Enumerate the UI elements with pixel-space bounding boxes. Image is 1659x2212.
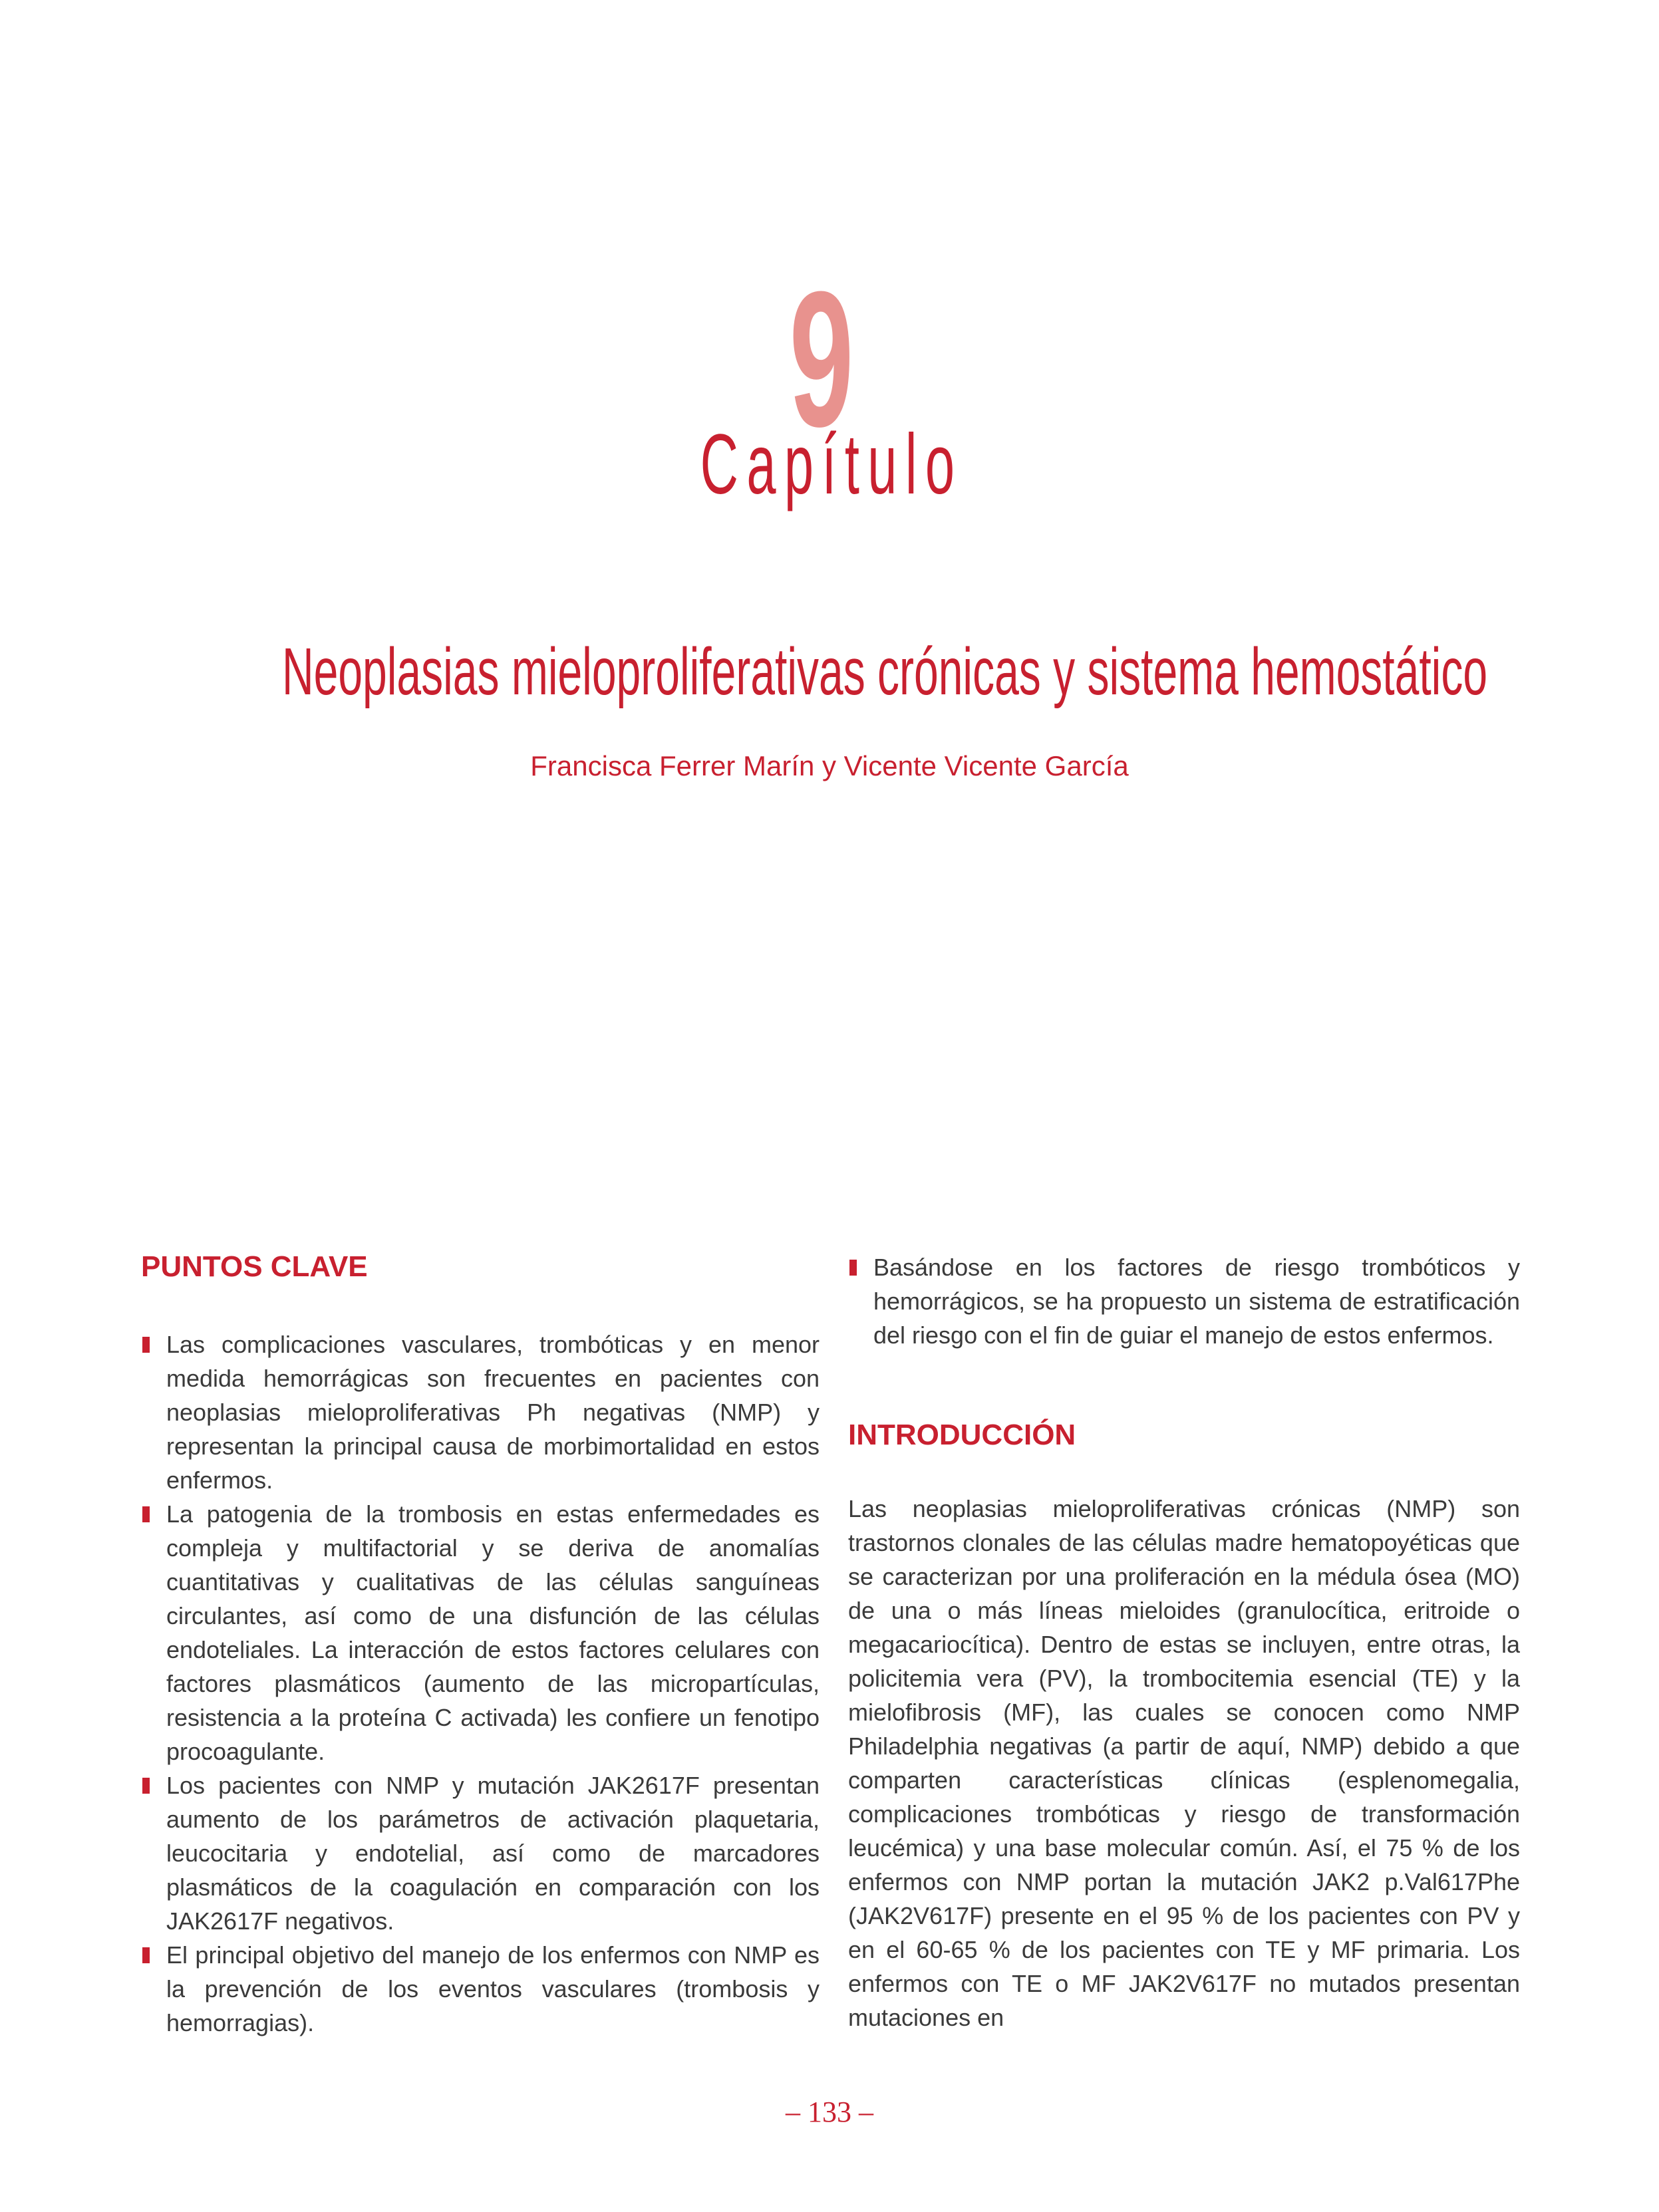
bullet-marker-icon <box>142 1778 150 1794</box>
page-number: – 133 – <box>786 2096 873 2128</box>
key-point-item <box>141 1497 820 1768</box>
chapter-label: Capítulo <box>700 417 963 512</box>
bullet-marker-icon <box>142 1947 150 1963</box>
key-point-text: El principal objetivo del manejo de los enfermos con NMP es la prevención de los eventos vasculares (trombosis y hemorragias). <box>166 1941 820 2036</box>
bullet-marker-icon <box>142 1337 150 1353</box>
key-points-list-continued <box>848 1250 1520 1352</box>
bullet-marker-icon <box>849 1260 857 1276</box>
key-points-list <box>141 1327 820 2040</box>
key-point-text: Los pacientes con NMP y mutación JAK2617F presentan aumento de los parámetros de activación plaquetaria, leucocitaria y endotelial, así como de marcadores plasmáticos de la coagulación en comparación con los JAK2617F negativos. <box>166 1772 820 1935</box>
key-point-item <box>141 1938 820 2040</box>
introduction-heading: INTRODUCCIÓN <box>848 1419 1076 1451</box>
left-column <box>141 1250 820 2040</box>
key-point-item <box>848 1250 1520 1352</box>
key-points-heading: PUNTOS CLAVE <box>141 1250 368 1283</box>
key-point-item <box>141 1768 820 1938</box>
chapter-title: Neoplasias mieloproliferativas crónicas y sistema hemostático <box>281 634 1488 709</box>
key-point-item <box>141 1327 820 1497</box>
bullet-marker-icon <box>142 1506 150 1522</box>
key-point-text: La patogenia de la trombosis en estas enfermedades es compleja y multifactorial y se deriva de anomalías cuantitativas y cualitativas de las células sanguíneas circulantes, así como de una disfunción de las células endoteliales. La interacción de estos factores celulares con factores plasmáticos (aumento de las micropartículas, resistencia a la proteína C activada) les confiere un fenotipo procoagulante. <box>166 1500 820 1765</box>
key-point-text: Basándose en los factores de riesgo trombóticos y hemorrágicos, se ha propuesto un sistema de estratificación del riesgo con el fin de guiar el manejo de estos enfermos. <box>873 1254 1520 1349</box>
chapter-authors: Francisca Ferrer Marín y Vicente Vicente García <box>530 750 1129 781</box>
introduction-paragraph: Las neoplasias mieloproliferativas crónicas (NMP) son trastornos clonales de las células madre hematopoyéticas que se caracterizan por una proliferación en la médula ósea (MO) de una o más líneas mieloides (granulocítica, eritroide o megacariocítica). Dentro de estas se incluyen, entre otras, la policitemia vera (PV), la trombocitemia esencial (TE) y la mielofibrosis (MF), las cuales se conocen como NMP Philadelphia negativas (a partir de aquí, NMP) debido a que comparten características clínicas (esplenomegalia, complicaciones trombóticas y riesgo de transformación leucémica) y una base molecular común. Así, el 75 % de los enfermos con NMP portan la mutación JAK2 p.Val617Phe (JAK2V617F) presente en el 95 % de los pacientes con PV y en el 60-65 % de los pacientes con TE y MF primaria. Los enfermos con TE o MF JAK2V617F no mutados presentan mutaciones en <box>848 1495 1520 2031</box>
right-column <box>848 1250 1520 2034</box>
key-point-text: Las complicaciones vasculares, trombóticas y en menor medida hemorrágicas son frecuentes en pacientes con neoplasias mieloproliferativas Ph negativas (NMP) y representan la principal causa de morbimortalidad en estos enfermos. <box>166 1331 820 1494</box>
chapter-number: 9 <box>789 251 854 467</box>
